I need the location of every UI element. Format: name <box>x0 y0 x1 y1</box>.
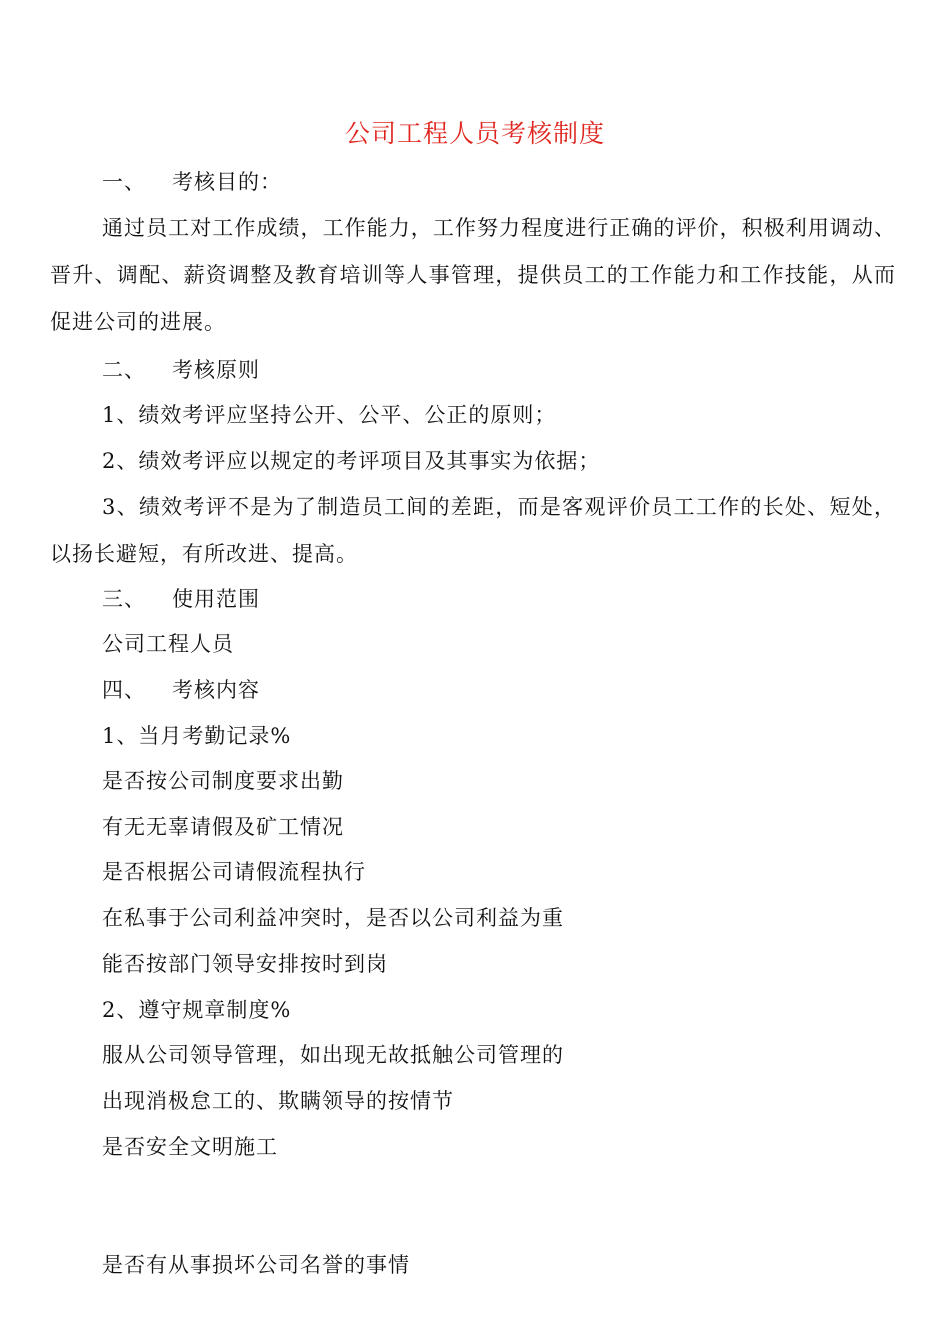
section-title: 考核目的： <box>172 170 282 194</box>
section-number: 三、 <box>102 587 146 611</box>
purpose-paragraph: 通过员工对工作成绩，工作能力，工作努力程度进行正确的评价，积极利用调动、晋升、调配、薪资调整及教育培训等人事管理，提供员工的工作能力和工作技能，从而促进公司的进展。 <box>50 216 896 334</box>
content-item-2-line: 是否有从事损坏公司名誉的事情 <box>102 1253 410 1277</box>
principle-item-3: 3、绩效考评不是为了制造员工间的差距，而是客观评价员工工作的长处、短处，以扬长避短，有所改进、提高。 <box>50 495 896 566</box>
section-number: 二、 <box>102 358 146 382</box>
section-title: 使用范围 <box>172 587 260 611</box>
content-item-1-line: 是否按公司制度要求出勤 <box>102 769 344 793</box>
content-item-2-line: 服从公司领导管理，如出现无故抵触公司管理的 <box>102 1043 564 1067</box>
content-item-1-line: 有无无辜请假及矿工情况 <box>102 815 344 839</box>
principle-item-2: 2、绩效考评应以规定的考评项目及其事实为依据； <box>102 449 601 473</box>
content-item-1-line: 是否根据公司请假流程执行 <box>102 860 366 884</box>
document-title: 公司工程人员考核制度 <box>344 119 605 148</box>
section-heading-2 <box>102 355 260 385</box>
content-item-1-line: 在私事于公司利益冲突时，是否以公司利益为重 <box>102 906 564 930</box>
content-item-1-line: 能否按部门领导安排按时到岗 <box>102 952 388 976</box>
content-item-2-line: 是否安全文明施工 <box>102 1135 278 1159</box>
section-title: 考核内容 <box>172 678 260 702</box>
principle-item-1: 1、绩效考评应坚持公开、公平、公正的原则； <box>102 403 557 427</box>
content-item-2-line: 出现消极怠工的、欺瞒领导的按情节 <box>102 1089 454 1113</box>
section-heading-3 <box>102 584 260 614</box>
section-number: 一、 <box>102 170 146 194</box>
section-number: 四、 <box>102 678 146 702</box>
section-heading-4 <box>102 675 260 705</box>
content-item-1-title: 1、当月考勤记录% <box>102 724 292 748</box>
scope-text: 公司工程人员 <box>102 632 234 656</box>
content-item-2-title: 2、遵守规章制度% <box>102 998 292 1022</box>
section-heading-1 <box>102 167 282 197</box>
section-title: 考核原则 <box>172 358 260 382</box>
